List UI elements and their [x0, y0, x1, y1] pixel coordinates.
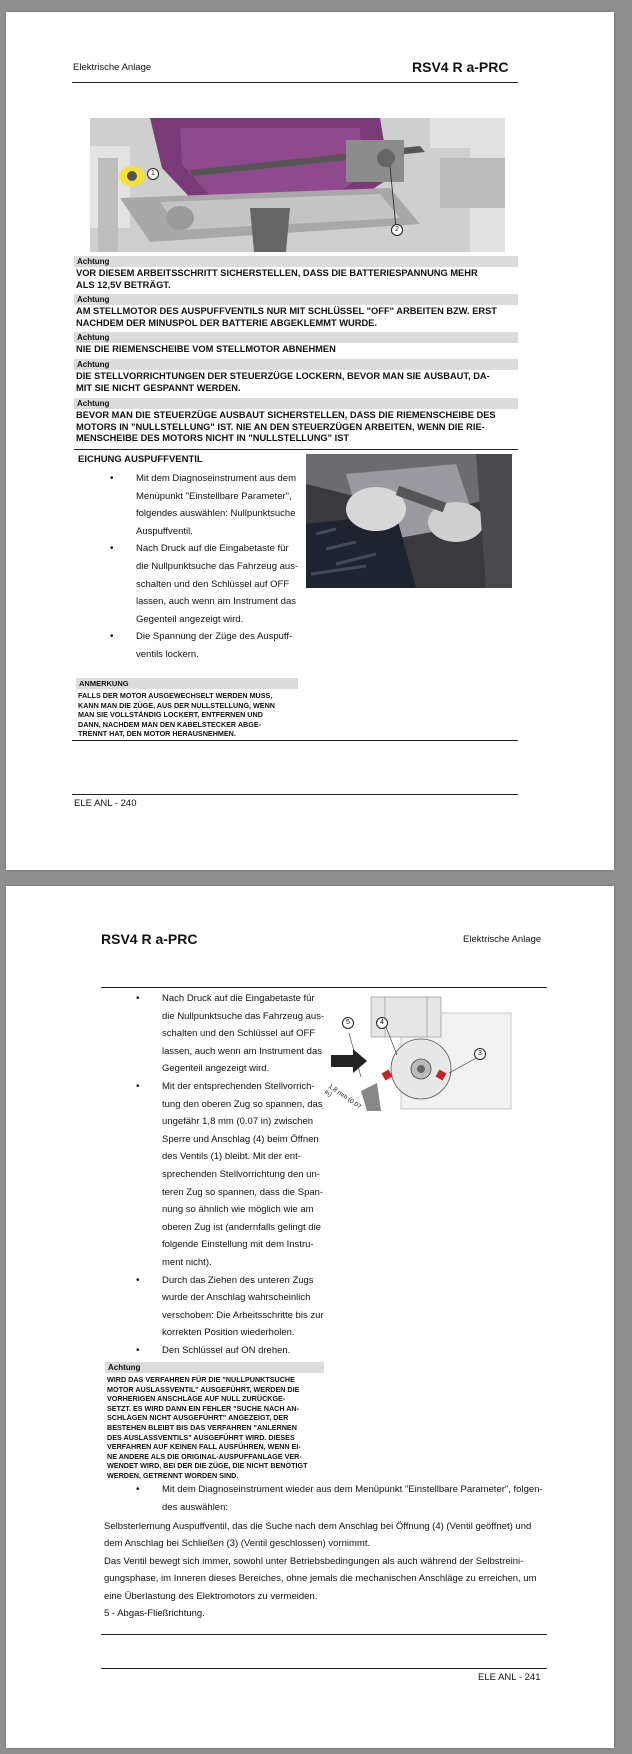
list-item: • Nach Druck auf die Eingabetaste für die Nullpunktsuche das Fahrzeug aus- schalten und den Schlüssel auf OFF lassen, auch wenn am Instrument das Gegenteil angezeigt wird.: [136, 993, 325, 1075]
callout-4: 4: [376, 1017, 388, 1029]
header-rule: [72, 82, 518, 83]
warning-label: Achtung: [74, 256, 518, 267]
warning-label: Achtung: [74, 398, 518, 409]
page-header-section: Elektrische Anlage: [463, 934, 542, 945]
list-item: • Mit dem Diagnoseinstrument aus dem Menüpunkt "Einstellbare Parameter", folgendes auswählen: Nullpunktsuche Auspuffventil.: [110, 473, 296, 537]
list-item: • Den Schlüssel auf ON drehen.: [136, 1344, 291, 1356]
warning-box: [74, 294, 518, 329]
list-item: • Mit der entsprechenden Stellvorrich- tung den oberen Zug so spannen, das ungefähr 1,8 mm (0.07 in) zwischen Sperre und Anschlag (4) beim Öffnen des Ventils (1) bleibt. Mit der ent- sprechenden Stellvorrichtung den un- teren Zug so spannen, dass die Span- nung so ähnlich wie möglich wie am oberen Zug ist (andernfalls gelingt die folgende Einstellung mit dem Instru- ment nicht).: [136, 1080, 324, 1268]
page-number: ELE ANL - 240: [74, 798, 137, 809]
list-item: • Die Spannung der Züge des Auspuff- ventils lockern.: [110, 631, 293, 660]
callout-1: 1: [147, 168, 159, 180]
exhaust-valve-motor-figure: [90, 118, 505, 252]
section-title: EICHUNG AUSPUFFVENTIL: [78, 454, 203, 465]
manual-page-240: [6, 12, 614, 870]
footer-rule: [101, 1668, 547, 1669]
warning-text: BEVOR MAN DIE STEUERZÜGE AUSBAUT SICHERSTELLEN, DASS DIE RIEMENSCHEIBE DES MOTORS IN "NULLSTELLUNG" IST. NIE AN DEN STEUERZÜGEN ARBEITEN, WENN DIE RIE- MENSCHEIBE DES MOTORS NICHT IN "NULLSTELLUNG" IST: [76, 410, 496, 443]
callout-3: 3: [474, 1048, 486, 1060]
body-paragraph: Selbsterlernung Auspuffventil, das die Suche nach dem Anschlag bei Öffnung (4) (Ventil geöffnet) und dem Anschlag bei Schließen (3) (Ventil geschlossen) vornimmt. Das Ventil bewegt sich immer, sowohl unter Betriebsbedingungen als auch während der Selbstreini- gungsphase, im Inneren dieses Bereiches, ohne jemals die mechanischen Anschläge zu erreichen, um eine Überlastung des Elektromotors zu vermeiden. 5 - Abgas-Fließrichtung.: [104, 1521, 537, 1620]
warning-box: [74, 256, 518, 291]
callout-2: 2: [391, 224, 403, 236]
page-header-title: RSV4 R a-PRC: [412, 59, 509, 75]
callout-5: 5: [342, 1017, 354, 1029]
warning-text: AM STELLMOTOR DES AUSPUFFVENTILS NUR MIT SCHLÜSSEL "OFF" ARBEITEN BZW. ERST NACHDEM DER MINUSPOL DER BATTERIE ABGEKLEMMT WURDE.: [76, 306, 497, 328]
page-header-title: RSV4 R a-PRC: [101, 931, 198, 947]
page-number: ELE ANL - 241: [478, 1672, 541, 1683]
list-item: • Mit dem Diagnoseinstrument wieder aus dem Menüpunkt "Einstellbare Parameter", folgen- des auswählen:: [136, 1484, 543, 1513]
warning-label: Achtung: [74, 359, 518, 370]
warning-box: [74, 359, 518, 394]
header-rule: [101, 987, 547, 988]
manual-page-241: [6, 886, 614, 1748]
warning-text: DIE STELLVORRICHTUNGEN DER STEUERZÜGE LOCKERN, BEVOR MAN SIE AUSBAUT, DA- MIT SIE NICHT GESPANNT WERDEN.: [76, 371, 490, 393]
warning-box: [74, 398, 518, 445]
list-item: • Durch das Ziehen des unteren Zugs wurde der Anschlag wahrscheinlich verschoben: Die Arbeitsschritte bis zur korrekten Position wiederholen.: [136, 1274, 324, 1339]
measurement-label: 1,8 mm (0.07 in): [322, 1083, 363, 1111]
valve-stop-diagram: [322, 993, 517, 1119]
warning-label: Achtung: [74, 294, 518, 305]
page-header-section: Elektrische Anlage: [73, 62, 152, 73]
step-list: [130, 990, 330, 1359]
warning-text: WIRD DAS VERFAHREN FÜR DIE "NULLPUNKTSUCHE MOTOR AUSLASSVENTIL" AUSGEFÜHRT, WERDEN DIE VORHERIGEN ANSCHLÄGE AUF NULL ZURÜCKGE- SETZT. ES WIRD DANN EIN FEHLER "SUCHE NACH AN- SCHLÄGEN NICHT AUSGEFÜHRT" ANGEZEIGT, DER BESTEHEN BLEIBT BIS DAS VERFAHREN "ANLERNEN DES AUSLASSVENTILS" AUSGEFÜHRT WIRD. DIESES VERFAHREN AUF KEINEN FALL AUSFÜHREN, WENN EI- NE ANDERE ALS DIE ORIGINAL-AUSPUFFANLAGE VER- WENDET WIRD, BEI DER DIE ZÜGE, DIE NICHT BENÖTIGT WERDEN, GETRENNT WORDEN SIND.: [107, 1375, 308, 1480]
warning-box: [74, 332, 518, 356]
note-text: FALLS DER MOTOR AUSGEWECHSELT WERDEN MUSS, KANN MAN DIE ZÜGE, AUS DER NULLSTELLUNG, WENN MAN SIE VOLLSTÄNDIG LOCKERT, ENTFERNEN UND DANN, NACHDEM MAN DEN KABELSTECKER ABGE- TRENNT HAT, DEN MOTOR HERAUSNEHMEN.: [78, 691, 275, 738]
note-label: ANMERKUNG: [76, 678, 298, 689]
valve-calibration-photo: [306, 454, 512, 588]
warning-text: NIE DIE RIEMENSCHEIBE VOM STELLMOTOR ABNEHMEN: [76, 344, 336, 354]
content-end-rule: [101, 1634, 547, 1635]
step-list: [130, 1481, 550, 1516]
warning-label: Achtung: [105, 1362, 324, 1373]
step-list: [104, 470, 304, 664]
warning-rule: [74, 449, 518, 450]
content-end-rule: [72, 740, 518, 741]
footer-rule: [72, 794, 518, 795]
list-item: • Nach Druck auf die Eingabetaste für die Nullpunktsuche das Fahrzeug aus- schalten und den Schlüssel auf OFF lassen, auch wenn am Instrument das Gegenteil angezeigt wird.: [110, 543, 299, 625]
warning-label: Achtung: [74, 332, 518, 343]
warning-text: VOR DIESEM ARBEITSSCHRITT SICHERSTELLEN, DASS DIE BATTERIESPANNUNG MEHR ALS 12,5V BETRÄGT.: [76, 268, 478, 290]
